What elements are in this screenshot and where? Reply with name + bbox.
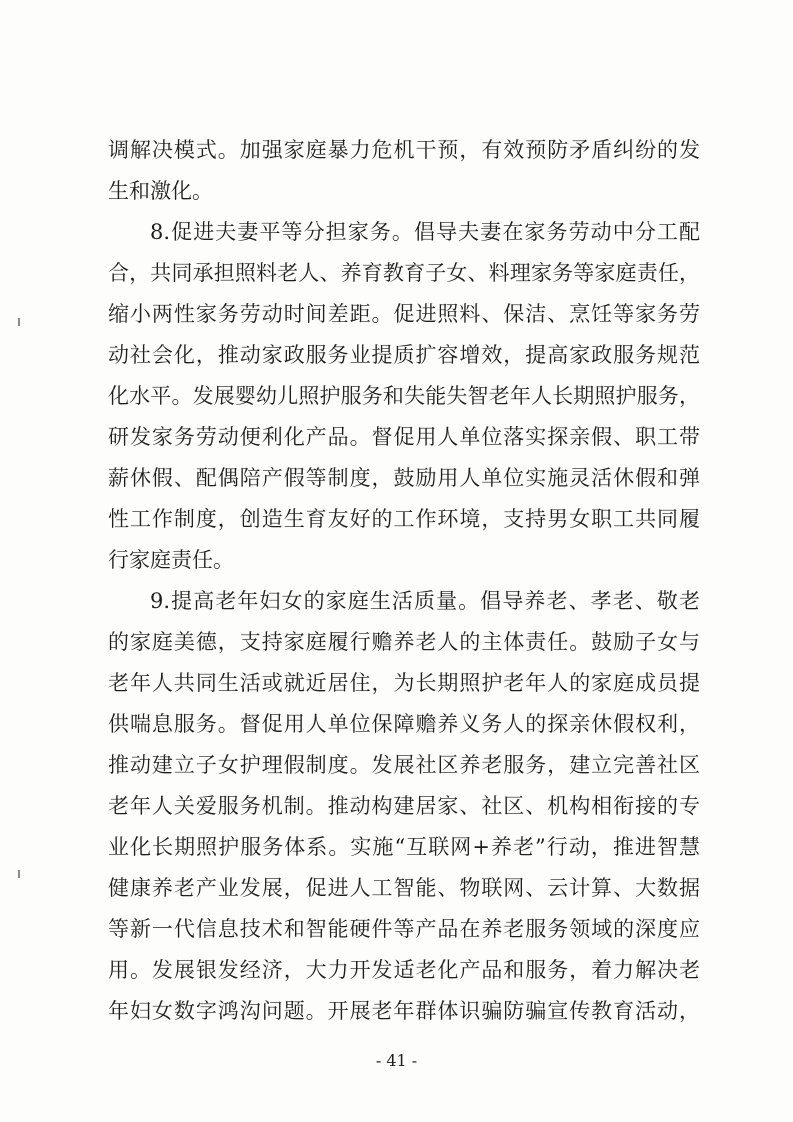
text-line: 老年人关爱服务机制。推动构建居家、社区、机构相衔接的专 xyxy=(108,794,700,818)
text-line: 用。发展银发经济，大力开发适老化产品和服务，着力解决老 xyxy=(108,958,700,982)
text-line: 化水平。发展婴幼儿照护服务和失能失智老年人长期照护服务， xyxy=(108,384,700,408)
text-line: 业化长期照护服务体系。实施“互联网+养老”行动，推进智慧 xyxy=(108,835,700,859)
text-line: 老年人共同生活或就近居住，为长期照护老年人的家庭成员提 xyxy=(108,671,700,695)
text-line: 等新一代信息技术和智能硬件等产品在养老服务领域的深度应 xyxy=(108,917,700,941)
scan-mark xyxy=(18,318,20,326)
text-line: 调解决模式。加强家庭暴力危机干预，有效预防矛盾纠纷的发 xyxy=(108,138,700,162)
text-line: 供喘息服务。督促用人单位保障赡养义务人的探亲休假权利， xyxy=(108,712,700,736)
text-line: 年妇女数字鸿沟问题。开展老年群体识骗防骗宣传教育活动， xyxy=(108,999,700,1023)
page-number: - 41 - xyxy=(375,1051,418,1070)
text-line: 行家庭责任。 xyxy=(108,548,234,572)
text-line: 健康养老产业发展，促进人工智能、物联网、云计算、大数据 xyxy=(108,876,700,900)
text-line: 薪休假、配偶陪产假等制度，鼓励用人单位实施灵活休假和弹 xyxy=(108,466,700,490)
text-line: 生和激化。 xyxy=(108,179,213,203)
text-line: 研发家务劳动便利化产品。督促用人单位落实探亲假、职工带 xyxy=(108,425,700,449)
text-line: 缩小两性家务劳动时间差距。促进照料、保洁、烹饪等家务劳 xyxy=(108,302,700,326)
text-line: 9.提高老年妇女的家庭生活质量。倡导养老、孝老、敬老 xyxy=(150,589,700,613)
scan-mark xyxy=(18,870,20,878)
text-line: 8.促进夫妻平等分担家务。倡导夫妻在家务劳动中分工配 xyxy=(150,220,700,244)
text-line: 动社会化，推动家政服务业提质扩容增效，提高家政服务规范 xyxy=(108,343,700,367)
text-line: 推动建立子女护理假制度。发展社区养老服务，建立完善社区 xyxy=(108,753,700,777)
text-line: 性工作制度，创造生育友好的工作环境，支持男女职工共同履 xyxy=(108,507,700,531)
text-line: 合，共同承担照料老人、养育教育子女、料理家务等家庭责任， xyxy=(108,261,700,285)
text-line: 的家庭美德，支持家庭履行赡养老人的主体责任。鼓励子女与 xyxy=(108,630,700,654)
